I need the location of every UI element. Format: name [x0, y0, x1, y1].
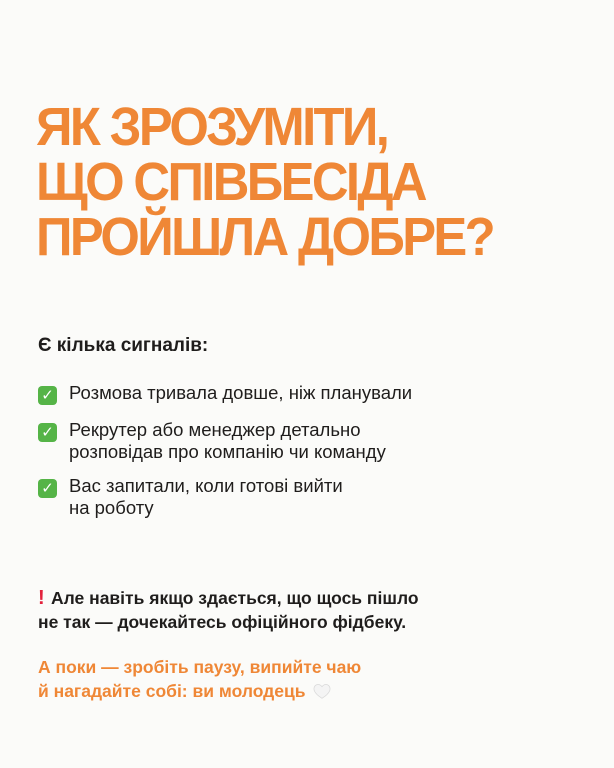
page-title [36, 97, 562, 267]
closing-text-2: й нагадайте собі: ви молодець [38, 681, 306, 701]
signal-text [69, 475, 343, 519]
signal-text [69, 382, 412, 404]
check-icon: ✓ [38, 479, 57, 498]
closing-message [38, 655, 361, 703]
exclamation-icon: ! [38, 587, 45, 609]
signal-line: Розмова тривала довше, ніж планували [69, 382, 413, 403]
signal-line: розповідав про компанію чи команду [69, 441, 386, 462]
signal-item [38, 382, 578, 405]
signal-line: Вас запитали, коли готові вийти [69, 475, 343, 496]
warning-line-1 [38, 586, 419, 610]
signal-line: Рекрутер або менеджер детально [69, 419, 361, 440]
title-line-3: ПРОЙШЛА ДОБРЕ? [36, 207, 494, 267]
title-line-1: ЯК ЗРОЗУМІТИ, [36, 97, 388, 157]
title-line-2: ЩО СПІВБЕСІДА [36, 152, 425, 212]
warning-line-2: не так — дочекайтесь офіційного фідбеку. [38, 612, 407, 632]
intro-text: Є кілька сигналів: [38, 335, 209, 356]
signal-text [69, 419, 386, 463]
check-icon: ✓ [38, 386, 57, 405]
warning-text-1: Але навіть якщо здається, що щось пішло [51, 588, 419, 608]
closing-line-2 [38, 679, 361, 703]
signal-line: на роботу [69, 497, 154, 518]
signal-item [38, 475, 578, 519]
check-icon: ✓ [38, 423, 57, 442]
feedback-warning [38, 586, 419, 634]
closing-line-1: А поки — зробіть паузу, випийте чаю [38, 657, 362, 677]
white-heart-icon [313, 683, 331, 699]
signal-item [38, 419, 578, 463]
